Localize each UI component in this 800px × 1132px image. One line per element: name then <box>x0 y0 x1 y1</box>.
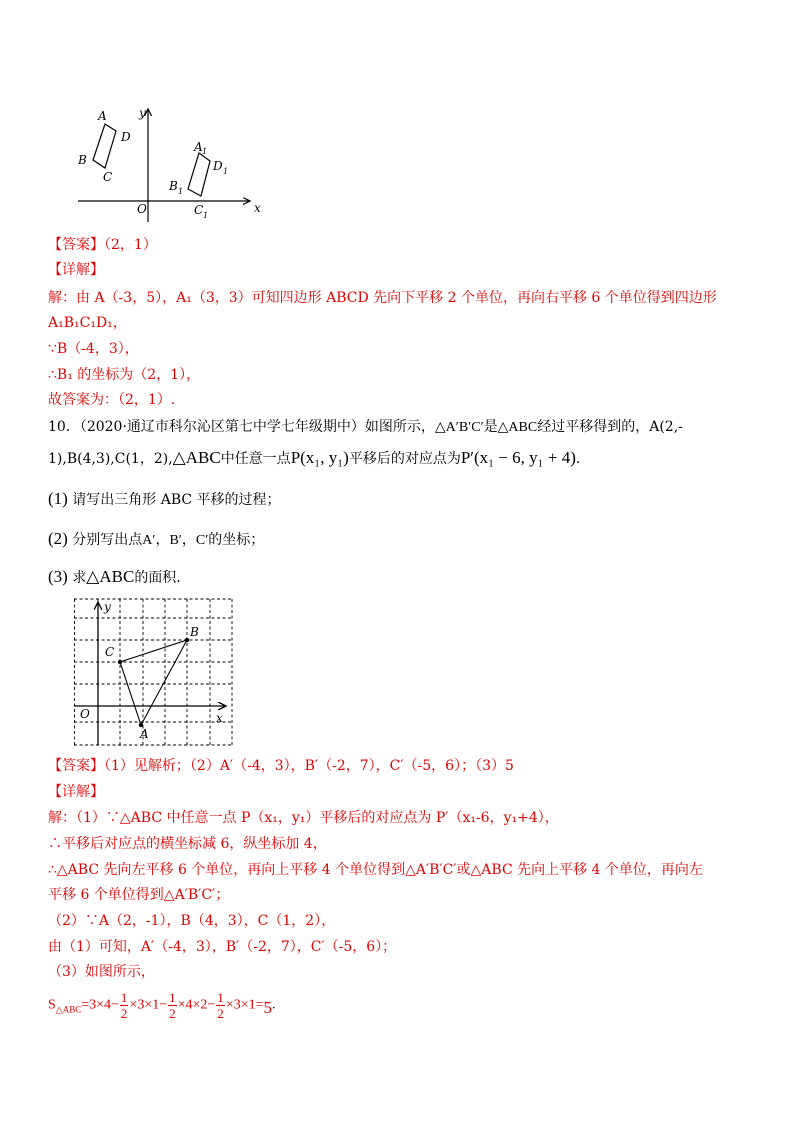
q10-period: . <box>575 451 581 467</box>
sub1-number: (1) <box>48 489 68 508</box>
point-c <box>118 660 122 664</box>
sub1-text: 请写出三角形 ABC 平移的过程； <box>72 492 281 508</box>
sub3-text-b: 的面积. <box>134 570 181 586</box>
area-s: S <box>48 997 56 1013</box>
q10-coords-start: 经过平移得到的，A(2,- <box>537 419 683 435</box>
fraction-3: $\frac{1}{2}$ <box>217 990 224 1021</box>
area-term-1: =3×4− <box>81 997 119 1013</box>
answer-tag: 【答案】 <box>48 237 104 253</box>
detail1-line1: 解：由 A（-3，5），A₁（3，3）可知四边形 ABCD 先向下平移 2 个单位，再向右平移 6 个单位得到四边形 <box>48 290 717 306</box>
area-formula <box>48 990 275 1021</box>
sub2-text-a: 分别写出点 <box>72 532 143 548</box>
triangle-abc-2: △ABC <box>172 448 221 467</box>
point-b <box>185 638 189 642</box>
area-term-4: ×3×1= <box>225 997 264 1013</box>
q10-coords-end: 1),B(4,3),C(1，2), <box>48 451 173 467</box>
area-period: . <box>271 997 276 1013</box>
x-label: x <box>216 711 223 725</box>
translation-figure-1 <box>78 104 262 224</box>
answer2-value: （1）见解析；（2）A′（-4，3），B′（-2，7），C′（-5，6）；（3）5 <box>104 758 514 774</box>
triangle-abc: △ABC <box>497 420 538 435</box>
origin-label: O <box>137 202 147 216</box>
question-10-line1 <box>48 418 683 437</box>
area-term-2: ×3×1− <box>129 997 168 1013</box>
label-d1-sub: 1 <box>223 167 229 176</box>
answer2-tag: 【答案】 <box>48 758 104 774</box>
q10-any-point: 中任意一点 <box>220 451 291 467</box>
detail2-line5: （2）∵A（2，-1），B（4，3），C（1，2）， <box>48 913 336 929</box>
point-p: P(x₁, y₁) <box>290 448 349 467</box>
label-c1-sub: 1 <box>203 211 209 220</box>
detail1-line4: ∴B₁ 的坐标为（2，1）， <box>48 367 201 383</box>
quadrilateral-a1b1c1d1 <box>188 153 210 196</box>
label-b1-sub: 1 <box>178 187 184 196</box>
label-a1-sub: 1 <box>202 147 208 156</box>
label-c1: C <box>194 203 204 217</box>
question-10-line2 <box>48 449 580 468</box>
label-c: C <box>105 645 115 659</box>
answer-2 <box>48 757 514 775</box>
fraction-1: $\frac{1}{2}$ <box>120 990 128 1021</box>
q10-intro: 10．（2020·通辽市科尔沁区第七中学七年级期中）如图所示， <box>48 419 435 435</box>
detail2-line4: 平移 6 个单位得到△A′B′C′； <box>48 887 230 903</box>
sub-question-1 <box>48 490 281 509</box>
label-b: B <box>190 625 199 639</box>
origin-label: O <box>80 707 90 721</box>
sub3-text-a: 求 <box>72 570 87 586</box>
label-b1: B <box>169 179 178 193</box>
detail-tag-2: 【详解】 <box>48 784 104 800</box>
label-a: A <box>140 727 149 741</box>
answer-value: （2，1） <box>104 237 157 253</box>
detail2-line3: ∴△ABC 先向左平移 6 个单位，再向上平移 4 个单位得到△A′B′C′或△ABC 先向上平移 4 个单位，再向左 <box>48 862 703 878</box>
y-label: y <box>104 600 111 614</box>
fraction-2: $\frac{1}{2}$ <box>169 990 176 1021</box>
label-d1: D <box>213 159 223 173</box>
detail1-line3: ∵B（-4，3）， <box>48 341 139 357</box>
sub2-points: A′，B′，C′ <box>142 533 209 548</box>
triangle-a-prime: △A′B′C′ <box>434 420 484 435</box>
x-label: x <box>254 201 261 215</box>
label-a: A <box>98 109 107 123</box>
triangle-abc <box>120 640 187 725</box>
point-p-prime: P′(x₁ − 6, y₁ + 4) <box>460 448 576 467</box>
area-result: 5 <box>263 997 272 1017</box>
area-term-3: ×4×2− <box>177 997 216 1013</box>
detail2-line7: （3）如图所示， <box>48 964 155 980</box>
label-c: C <box>103 170 113 184</box>
sub3-number: (3) <box>48 567 68 586</box>
q10-maps-to: 平移后的对应点为 <box>348 451 461 467</box>
detail-tag-1: 【详解】 <box>48 262 104 278</box>
detail2-line2: ∴平移后对应点的横坐标减 6，纵坐标加 4， <box>48 836 327 852</box>
label-a1: A <box>194 140 203 154</box>
y-label: y <box>139 106 146 120</box>
sub2-text-b: 的坐标； <box>208 532 265 548</box>
answer-1 <box>48 236 157 254</box>
q10-is: 是 <box>483 419 498 435</box>
sub-question-3 <box>48 568 181 587</box>
detail1-line2: A₁B₁C₁D₁， <box>48 315 127 331</box>
triangle-grid-figure <box>74 598 234 746</box>
sub-question-2 <box>48 530 264 550</box>
detail2-line1: 解：（1）∵△ABC 中任意一点 P（x₁，y₁）平移后的对应点为 P′（x₁-6，y₁+4）， <box>48 810 559 826</box>
quadrilateral-abcd <box>93 124 116 168</box>
label-d: D <box>121 130 131 144</box>
sub3-triangle: △ABC <box>86 567 135 586</box>
label-b: B <box>78 153 87 167</box>
sub2-number: (2) <box>48 529 68 548</box>
detail1-line5: 故答案为：（2，1）. <box>48 392 176 408</box>
area-subscript: △ABC <box>55 1004 82 1015</box>
detail2-line6: 由（1）可知，A′（-4，3），B′（-2，7），C′（-5，6）； <box>48 939 397 955</box>
